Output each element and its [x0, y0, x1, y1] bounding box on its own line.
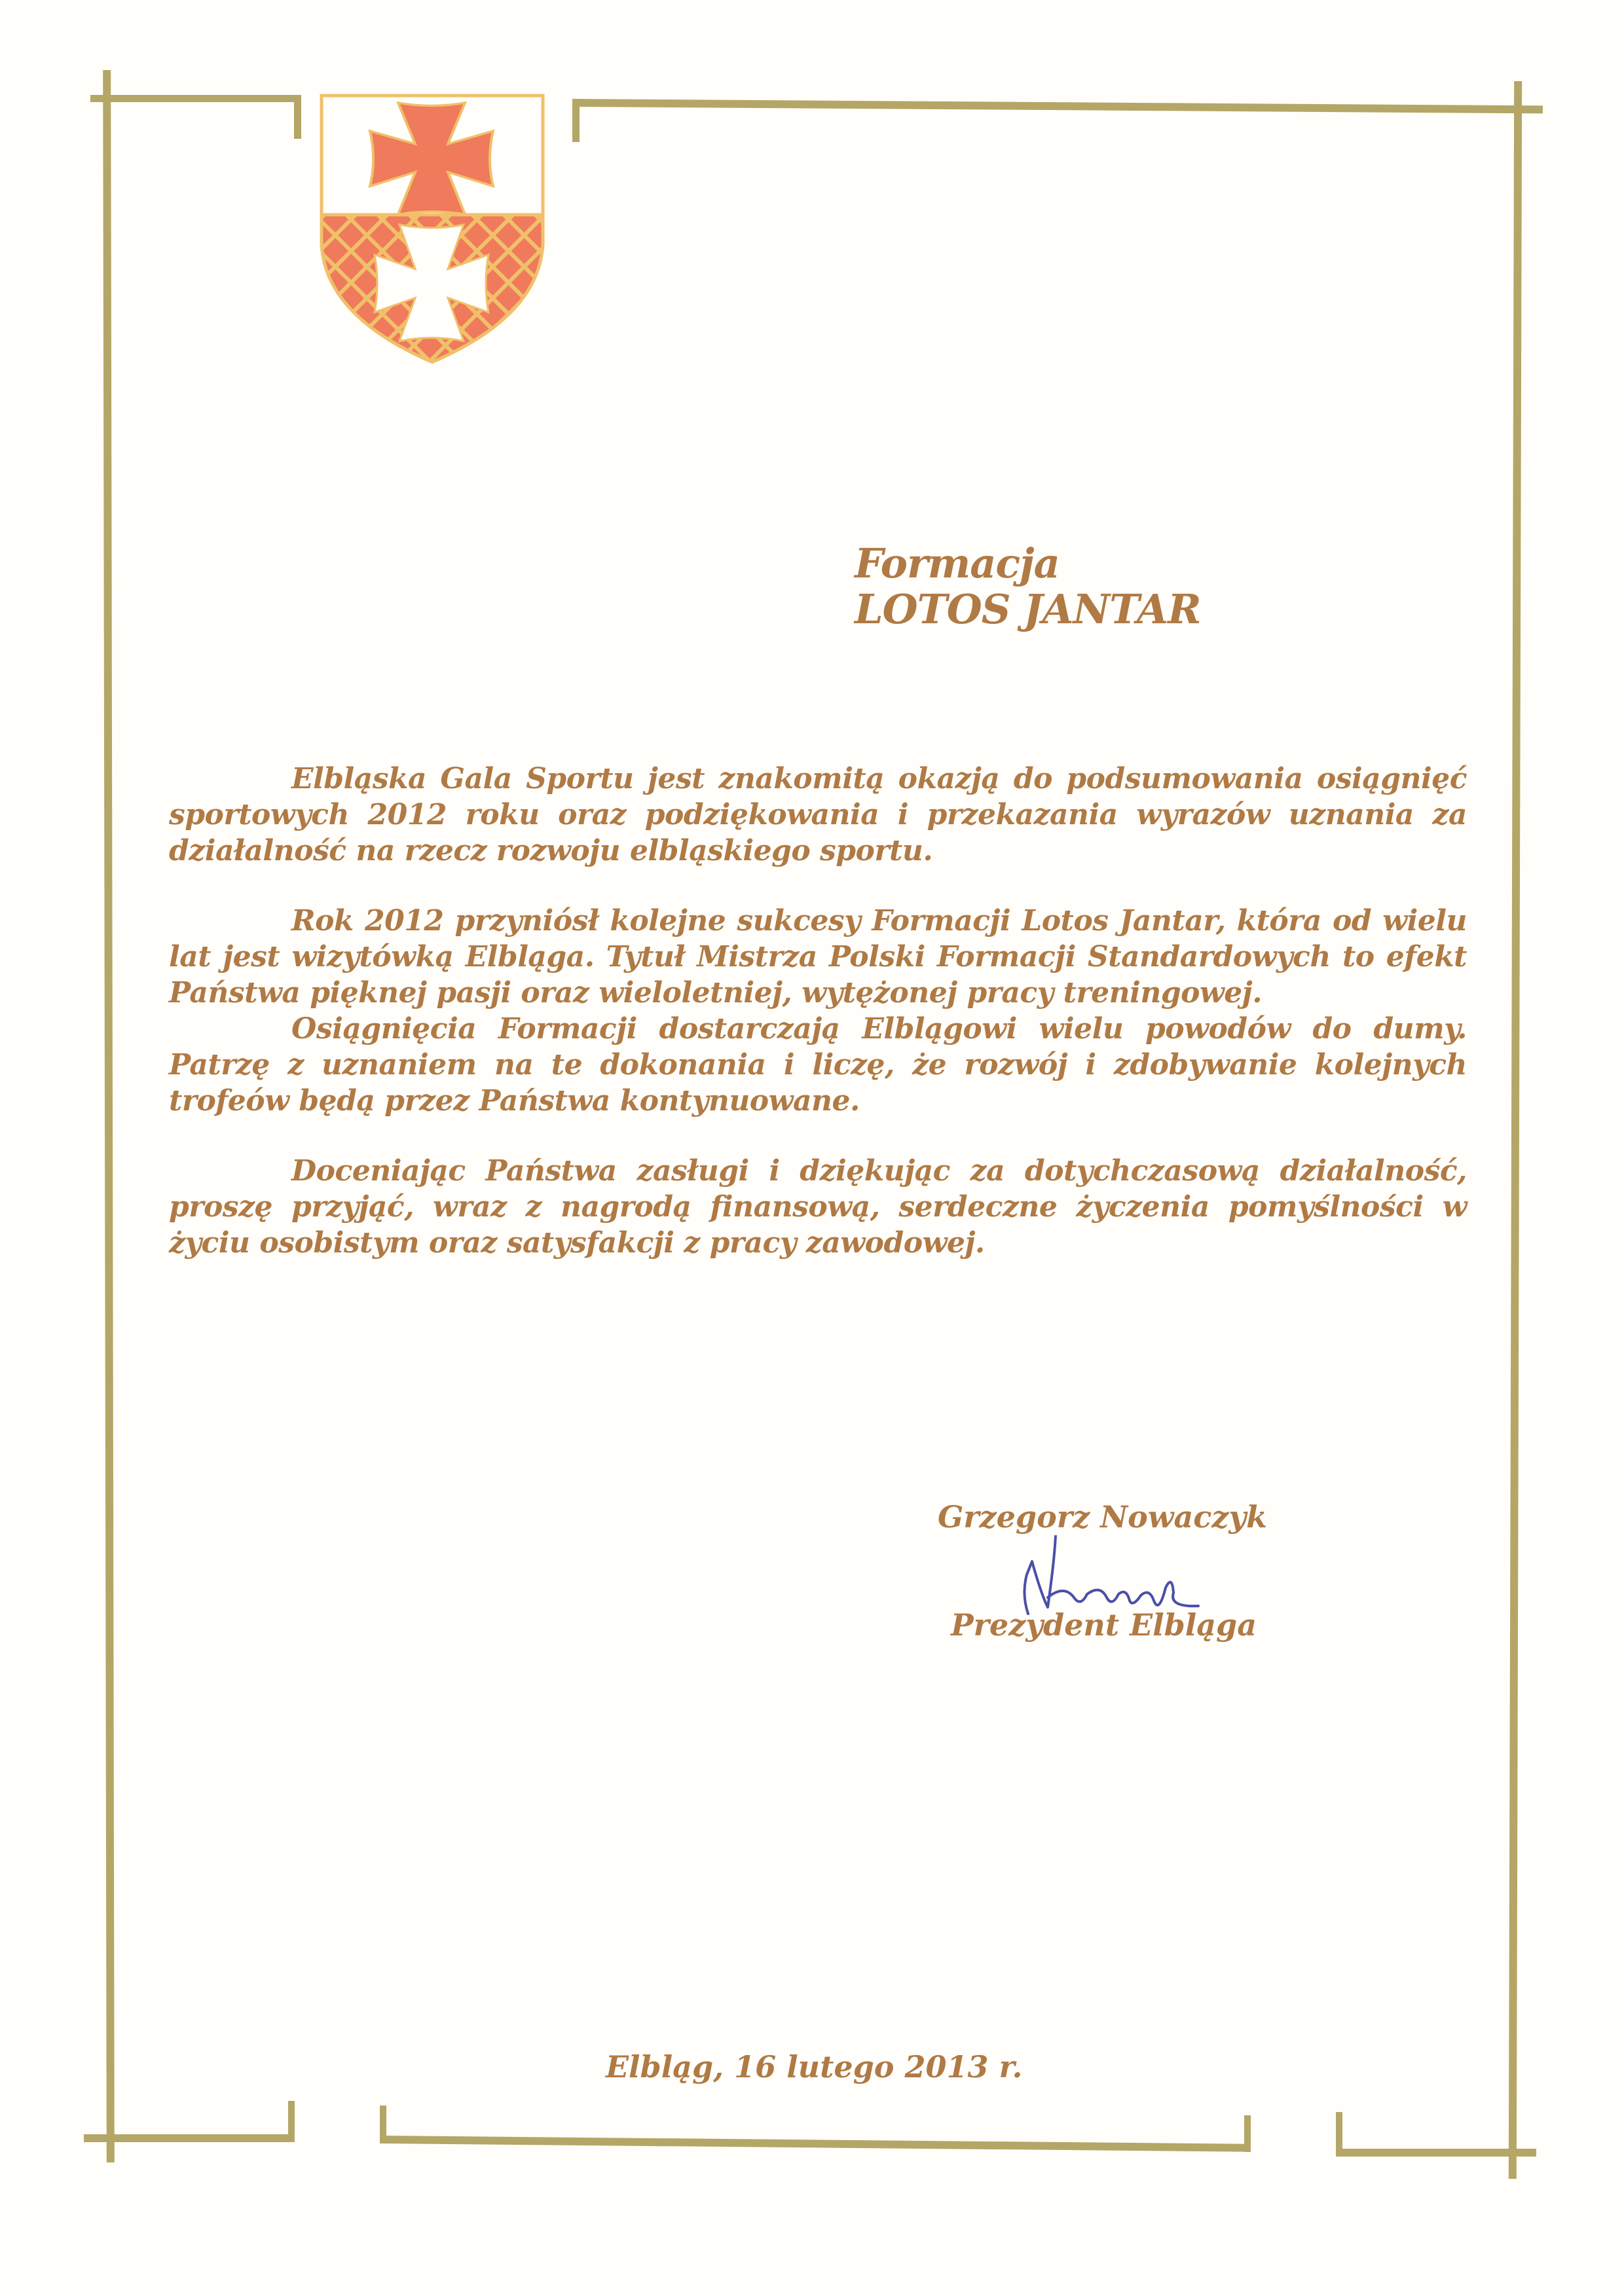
signatory-name: Grzegorz Nowaczyk: [938, 1499, 1267, 1535]
frame-bottom-middle-drop-left: [380, 2105, 386, 2142]
paragraph-1: Elbląska Gala Sportu jest znakomitą okazją do podsumowania osiągnięć sportowych 2012 roku oraz podziękowania i przekazania wyrazów uznania za działalność na rzecz rozwoju elbląskiego sportu.: [169, 762, 1467, 867]
heading-line-1: Formacja: [855, 539, 1060, 587]
frame-bottom-right-bar: [1336, 2149, 1536, 2157]
coat-of-arms-icon: [320, 94, 545, 365]
paragraph-3: Osiągnięcia Formacji dostarczają Elblągowi wielu powodów do dumy. Patrzę z uznaniem na te dokonania i liczę, że rozwój i zdobywanie kolejnych trofeów będą przez Państwa kontynuowane.: [169, 1012, 1467, 1118]
frame-right-line: [1509, 81, 1522, 2179]
letter-body: [169, 761, 1467, 1261]
frame-bottom-left-drop: [288, 2101, 295, 2142]
frame-left-line: [103, 70, 115, 2162]
frame-top-right-drop: [572, 99, 580, 142]
paragraph-2: Rok 2012 przyniósł kolejne sukcesy Formacji Lotos Jantar, która od wielu lat jest wizytówką Elbląga. Tytuł Mistrza Polski Formacji Standardowych to efekt Państwa pięknej pasji oraz wieloletniej, wytężonej pracy treningowej.: [169, 904, 1467, 1010]
frame-top-left-bar: [90, 95, 301, 102]
frame-bottom-left-bar: [84, 2134, 295, 2142]
frame-bottom-middle-drop-right: [1244, 2115, 1251, 2152]
heading-line-2: LOTOS JANTAR: [855, 585, 1201, 633]
frame-top-right-bar: [572, 99, 1543, 113]
signatory-title: Prezydent Elbląga: [951, 1607, 1257, 1643]
recipient-heading: [855, 541, 1201, 632]
frame-bottom-middle-bar: [380, 2136, 1251, 2152]
paragraph-4: Doceniając Państwa zasługi i dziękując za dotychczasową działalność, proszę przyjąć, wraz z nagrodą finansową, serdeczne życzenia pomyślności w życiu osobistym oraz satysfakcji z pracy zawodowej.: [169, 1154, 1467, 1260]
frame-top-left-drop: [294, 95, 301, 139]
letter-date: Elbląg, 16 lutego 2013 r.: [606, 2049, 1023, 2085]
frame-bottom-right-drop: [1336, 2112, 1342, 2155]
